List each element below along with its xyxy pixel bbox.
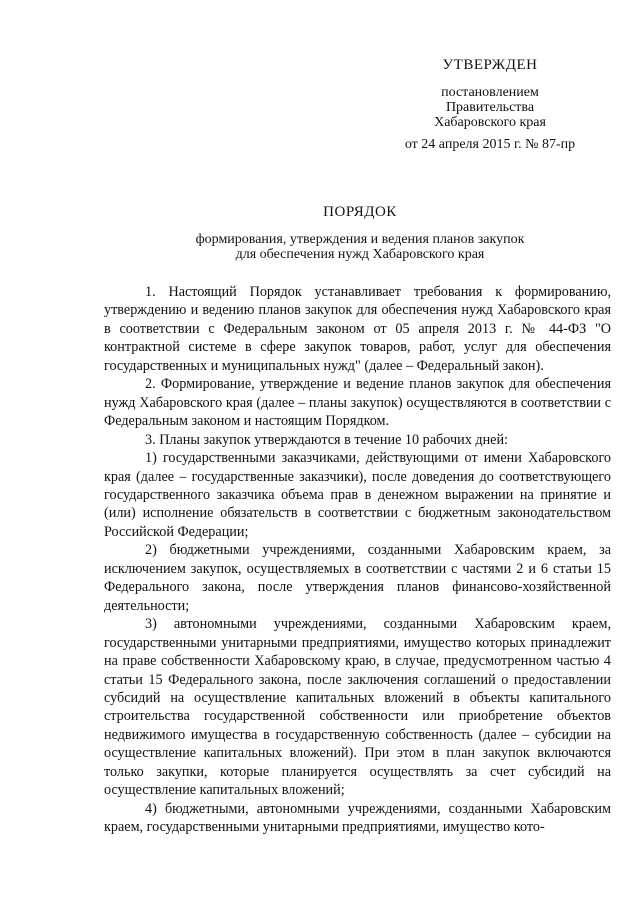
document-title-block bbox=[0, 205, 640, 262]
paragraph: 1. Настоящий Порядок устанавливает требования к формированию, утверждению и ведению планов закупок для обеспечения нужд Хабаровского края в соответствии с Федеральным законом от 05 апреля 2013 г. № 44-ФЗ "О контрактной системе в сфере закупок товаров, работ, услуг для обеспечения государственных и муниципальных нужд" (далее – Федеральный закон). bbox=[104, 284, 611, 374]
approval-date: от 24 апреля 2015 г. № 87-пр bbox=[404, 137, 576, 152]
paragraph: 1) государственными заказчиками, действующими от имени Хабаровского края (далее – государственные заказчики), после доведения до соответствующего государственного заказчика объема прав в денежном выражении на принятие и (или) исполнение обязательств в соответствии с бюджетным законодательством Российской Федерации; bbox=[104, 450, 611, 540]
approval-line: Хабаровского края bbox=[434, 115, 546, 130]
document-body bbox=[104, 283, 611, 837]
paragraph: 2. Формирование, утверждение и ведение планов закупок для обеспечения нужд Хабаровского края (далее – планы закупок) осуществляются в соответствии с Федеральным законом и настоящим Порядком. bbox=[104, 376, 611, 430]
approval-line: постановлением bbox=[441, 85, 539, 100]
document-subtitle-line: для обеспечения нужд Хабаровского края bbox=[235, 247, 485, 262]
approval-line: Правительства bbox=[445, 100, 535, 115]
paragraph: 3) автономными учреждениями, созданными Хабаровским краем, государственными унитарными предприятиями, имущество которых принадлежит на праве собственности Хабаровскому краю, в случае, предусмотренном частью 4 статьи 15 Федерального закона, после заключения соглашений о предоставлении субсидий на осуществление капитальных вложений в объекты капитального строительства государственной собственности или приобретение объектов недвижимого имущества в государственную собственность (далее – субсидии на осуществление капитальных вложений). При этом в план закупок включаются только закупки, которые планируется осуществлять за счет субсидий на осуществление капитальных вложений; bbox=[104, 616, 611, 799]
paragraph: 4) бюджетными, автономными учреждениями, созданными Хабаровским краем, государственными унитарными предприятиями, имущество кото- bbox=[104, 800, 611, 836]
approval-heading: УТВЕРЖДЕН bbox=[442, 57, 538, 73]
paragraph: 2) бюджетными учреждениями, созданными Хабаровским краем, за исключением закупок, осуществляемых в соответствии с частями 2 и 6 статьи 15 Федерального закона, после утверждения планов финансово-хозяйственной деятельности; bbox=[104, 542, 611, 614]
document-title: ПОРЯДОК bbox=[323, 204, 397, 220]
paragraph: 3. Планы закупок утверждаются в течение 10 рабочих дней: bbox=[145, 431, 508, 448]
document-subtitle-line: формирования, утверждения и ведения планов закупок bbox=[195, 232, 525, 247]
approval-stamp bbox=[385, 58, 595, 152]
